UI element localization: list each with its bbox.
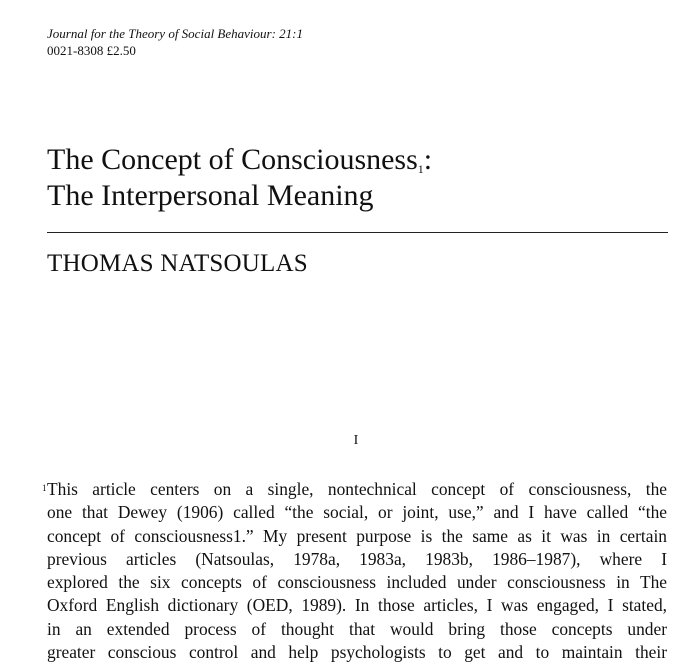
title-line-1	[47, 142, 432, 178]
section-number: I	[353, 433, 359, 448]
footnote-marker: 1	[42, 483, 47, 493]
body-line: This article centers on a single, nontechnical concept of consciousness, the	[47, 479, 667, 499]
issn-price: 0021-8308 £2.50	[47, 43, 136, 58]
body-line: greater conscious control and help psychologists to get and to maintain their	[47, 642, 667, 663]
body-line: one that Dewey (1906) called “the social, or joint, use,” and I have called “the	[47, 502, 667, 523]
body-line: explored the six concepts of consciousness included under consciousness in The	[47, 572, 667, 593]
body-paragraph	[42, 478, 667, 664]
body-line: Oxford English dictionary (OED, 1989). In those articles, I was engaged, I stated,	[47, 595, 667, 616]
author-name: THOMAS NATSOULAS	[47, 250, 308, 277]
title-subscript: 1	[417, 162, 424, 176]
body-line: in an extended process of thought that would bring those concepts under	[47, 618, 667, 639]
journal-citation: Journal for the Theory of Social Behaviour: 21:1	[47, 26, 303, 41]
article-title	[47, 142, 432, 214]
title-colon: :	[423, 143, 433, 176]
body-line: concept of consciousness1.” My present purpose is the same as it was in certain	[47, 525, 667, 546]
title-line-2: The Interpersonal Meaning	[47, 179, 374, 212]
title-rule	[47, 232, 668, 233]
title-main: The Concept of Consciousness	[47, 143, 418, 176]
body-line: previous articles (Natsoulas, 1978a, 1983a, 1983b, 1986–1987), where I	[47, 548, 667, 569]
